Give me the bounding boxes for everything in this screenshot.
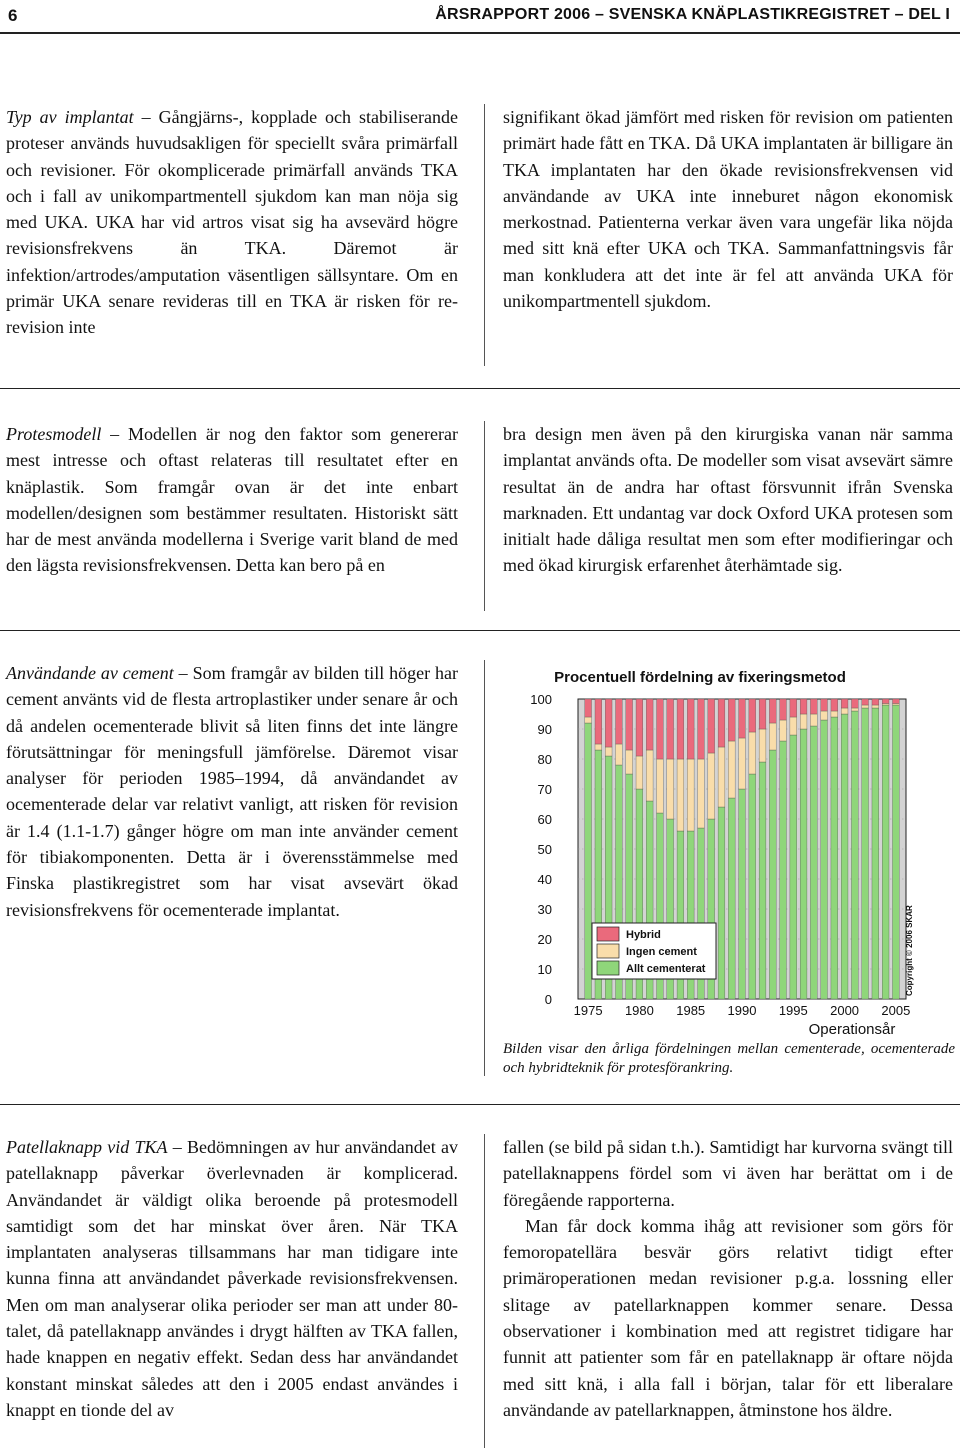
legend-label-hybrid: Hybrid <box>626 929 661 941</box>
x-axis-label: Operationsår <box>808 1021 896 1038</box>
y-tick-label: 10 <box>537 962 552 977</box>
bar-segment <box>769 750 776 999</box>
bar-segment <box>821 711 828 720</box>
bar-segment <box>769 699 776 723</box>
implant-left-text: – Gångjärns-, kopplade och stabiliserande proteser används huvudsakligen för speciellt svåra primärfall och revisioner. För okomplicerade primärfall används TKA och i fall av unikompartmentell sjukdom kan man nöja sig med UKA. UKA har vid artros visat sig ha avsevärd högre revisionsfrekvens än TKA. Däremot är infektion/artrodes/amputation väsentligen sällsyntare. Om en primär UKA senare revideras till en TKA är risken för re-revision inte <box>6 107 459 338</box>
bar-segment <box>790 699 797 717</box>
patella-section-right <box>503 1134 953 1423</box>
bar-segment <box>790 717 797 735</box>
y-tick-label: 100 <box>530 692 552 707</box>
chart-copyright: Copyright © 2006 SKAR <box>905 905 914 996</box>
bar-segment <box>698 699 705 759</box>
bar-segment <box>605 747 612 756</box>
bar-segment <box>810 726 817 999</box>
implant-section-left <box>6 104 458 341</box>
x-tick-label: 1990 <box>727 1003 757 1018</box>
bar-segment <box>616 744 623 765</box>
section-rule <box>0 630 960 631</box>
column-divider <box>484 660 485 1076</box>
bar-segment <box>626 699 633 750</box>
bar-segment <box>718 807 725 999</box>
patella-right-p1: fallen (se bild på sidan t.h.). Samtidigt har kurvorna svängt till patellaknappens fördel som vi även har berättat om i de föregående rapporterna. <box>503 1137 953 1210</box>
model-left-text: – Modellen är nog den faktor som genererar mest intresse och oftast relateras till resultatet efter en knäplastik. Som framgår ovan är det inte enbart modellen/designen som bestämmer resultaten. Historiskt sätt har de mest använda modellerna i Sverige varit bland de med den lägsta revisionsfrekvensen. Detta kan bero på en <box>6 424 458 576</box>
patella-left-text: – Bedömningen av hur användandet av patellaknapp påverkar överlevnaden är komplicerad. Användandet är väldigt olika beroende på protesmodell samtidigt som det har minskat över åren. När TKA implantaten analyseras tillsammans har man tidigare inte kunna finna att användandet påverkade revisionsfrekvensen. Men om man analyserar olika perioder ser man att under 80-talet, då patellaknapp användes i drygt hälften av TKA fallen, hade knappen en negativ effekt. Sedan dess har användandet konstant minskat således att den i 2005 endast användes i knappt en tionde del av <box>6 1137 459 1420</box>
bar-segment <box>862 708 869 999</box>
bar-segment <box>841 708 848 714</box>
bar-segment <box>780 720 787 741</box>
bar-segment <box>800 729 807 999</box>
bar-segment <box>810 714 817 726</box>
legend-label-allt-cementerat: Allt cementerat <box>626 963 706 975</box>
bar-segment <box>821 699 828 711</box>
bar-segment <box>759 729 766 762</box>
bar-segment <box>749 774 756 999</box>
y-tick-label: 60 <box>537 812 552 827</box>
bar-segment <box>595 744 602 750</box>
model-lead: Protesmodell <box>6 424 102 444</box>
bar-segment <box>687 759 694 831</box>
bar-segment <box>718 699 725 747</box>
column-divider <box>484 1134 485 1448</box>
bar-segment <box>718 747 725 807</box>
section-rule <box>0 388 960 389</box>
bar-segment <box>585 717 592 723</box>
bar-segment <box>646 699 653 750</box>
bar-segment <box>677 699 684 759</box>
patella-lead: Patellaknapp vid TKA <box>6 1137 168 1157</box>
chart-title: Procentuell fördelning av fixeringsmetod <box>554 669 846 686</box>
column-divider <box>484 104 485 366</box>
bar-segment <box>872 699 879 705</box>
implant-lead: Typ av implantat <box>6 107 134 127</box>
section-rule <box>0 1104 960 1105</box>
bar-segment <box>708 699 715 753</box>
bar-segment <box>636 699 643 756</box>
bar-segment <box>728 699 735 741</box>
bar-segment <box>780 699 787 720</box>
bar-segment <box>739 789 746 999</box>
bar-segment <box>585 699 592 717</box>
y-tick-label: 80 <box>537 752 552 767</box>
bar-segment <box>821 720 828 999</box>
legend-swatch-ingen-cement <box>597 944 619 958</box>
bar-segment <box>800 714 807 729</box>
fixation-chart <box>494 662 924 1040</box>
bar-segment <box>841 714 848 999</box>
bar-segment <box>585 723 592 999</box>
bar-segment <box>698 759 705 828</box>
bar-segment <box>605 699 612 747</box>
column-divider <box>484 421 485 611</box>
bar-segment <box>892 704 899 706</box>
model-section-right <box>503 421 953 579</box>
bar-segment <box>872 708 879 999</box>
bar-segment <box>646 750 653 801</box>
y-tick-label: 0 <box>544 992 552 1007</box>
bar-segment <box>667 699 674 759</box>
x-tick-label: 1980 <box>624 1003 654 1018</box>
y-tick-label: 50 <box>537 842 552 857</box>
bar-segment <box>831 711 838 717</box>
implant-right-text: signifikant ökad jämfört med risken för revision om patienten primärt hade fått en TKA. Då UKA implantaten är billigare än TKA implantaten har den ökade revisionsfrekvensen vid användande av UKA inte inneburet någon ekonomisk merkostnad. Patienterna verkar även vara ungefär lika nöjda med sitt knä efter UKA och TKA. Sammanfattningsvis får man konkludera att det inte är fel att använda UKA för unikompartmentell sjukdom. <box>503 107 953 312</box>
figure-caption: Bilden visar den årliga fördelningen mellan cementerade, ocementerade och hybridteknik för protesförankring. <box>503 1041 955 1076</box>
legend-swatch-allt-cementerat <box>597 961 619 975</box>
y-tick-label: 30 <box>537 902 552 917</box>
x-tick-label: 1995 <box>778 1003 808 1018</box>
bar-segment <box>759 762 766 999</box>
bar-segment <box>749 699 756 732</box>
bar-segment <box>657 699 664 759</box>
patella-section-left <box>6 1134 458 1423</box>
bar-segment <box>687 699 694 759</box>
bar-segment <box>841 699 848 708</box>
bar-segment <box>626 750 633 774</box>
cement-lead: Användande av cement <box>6 663 174 683</box>
bar-segment <box>831 699 838 711</box>
bar-segment <box>882 699 889 704</box>
bar-segment <box>739 699 746 738</box>
y-tick-label: 70 <box>537 782 552 797</box>
bar-segment <box>851 699 858 708</box>
y-tick-label: 40 <box>537 872 552 887</box>
bar-segment <box>728 741 735 798</box>
bar-segment <box>851 711 858 999</box>
bar-segment <box>759 699 766 729</box>
bar-segment <box>728 798 735 999</box>
bar-segment <box>677 759 684 831</box>
model-section-left <box>6 421 458 579</box>
bar-segment <box>595 699 602 744</box>
header-rule <box>0 32 960 34</box>
cement-left-text: – Som framgår av bilden till höger har cement använts vid de flesta artroplastiker under senare år och då andelen ocementerade blivit så liten finns det inte längre förutsättningar för meningsfull jämförelse. Däremot visar analyser för perioden 1985–1994, då användandet av ocementerade delar var relativt vanligt, att risken för revision är 1.4 (1.1-1.7) gånger högre om man inte använder cement för tibiakomponenten. Detta är i överensstämmelse med Finska plastikregistret som har visat avsevärt ökad revisionsfrekvens för ocementerade implantat. <box>6 663 458 920</box>
bar-segment <box>739 738 746 789</box>
y-tick-label: 90 <box>537 722 552 737</box>
bar-segment <box>882 704 889 706</box>
bar-segment <box>749 732 756 774</box>
chart-legend <box>592 923 716 979</box>
bar-segment <box>892 705 899 999</box>
x-tick-label: 2000 <box>830 1003 860 1018</box>
bar-segment <box>769 723 776 750</box>
legend-label-ingen-cement: Ingen cement <box>626 946 697 958</box>
x-tick-label: 2005 <box>881 1003 911 1018</box>
bar-segment <box>831 717 838 999</box>
bar-segment <box>872 705 879 708</box>
legend-swatch-hybrid <box>597 927 619 941</box>
bar-segment <box>780 741 787 999</box>
page-number: 6 <box>8 6 18 25</box>
bar-segment <box>800 699 807 714</box>
implant-section-right <box>503 104 953 314</box>
patella-right-p2: Man får dock komma ihåg att revisioner som görs för femoropatellära besvär görs relativt tidigt efter primäroperationen medan revisioner p.g.a. lossning eller slitage av patellarknappen kommer senare. Dessa observationer i kombination med att registret tidigare har funnit att patienter som får en patellaknapp är oftare nöjda med sitt knä, i alla fall i början, talar för ett liberalare användande av patellarknappen, åtminstone hos äldre. <box>503 1215 953 1420</box>
cement-section-left <box>6 660 458 923</box>
bar-segment <box>616 699 623 744</box>
bar-segment <box>667 759 674 819</box>
running-title: ÅRSRAPPORT 2006 – SVENSKA KNÄPLASTIKREGISTRET – DEL I <box>435 6 950 23</box>
bar-segment <box>790 735 797 999</box>
bar-segment <box>851 708 858 711</box>
bar-segment <box>636 756 643 789</box>
bar-segment <box>862 705 869 708</box>
bar-segment <box>708 753 715 819</box>
x-tick-label: 1985 <box>676 1003 706 1018</box>
bar-segment <box>862 699 869 705</box>
bar-segment <box>882 705 889 999</box>
bar-segment <box>892 699 899 704</box>
bar-segment <box>657 759 664 813</box>
bar-segment <box>810 699 817 714</box>
y-tick-label: 20 <box>537 932 552 947</box>
x-tick-label: 1975 <box>573 1003 603 1018</box>
model-right-text: bra design men även på den kirurgiska vanan när samma implantat används ofta. De modeller som visat avsevärt sämre resultat än de andra har oftast försvunnit ifrån Svenska marknaden. Ett undantag var dock Oxford UKA protesen som initialt hade dåliga resultat men som efter modifieringar och med ökad kirurgisk erfarenhet återhämtade sig. <box>503 424 953 576</box>
